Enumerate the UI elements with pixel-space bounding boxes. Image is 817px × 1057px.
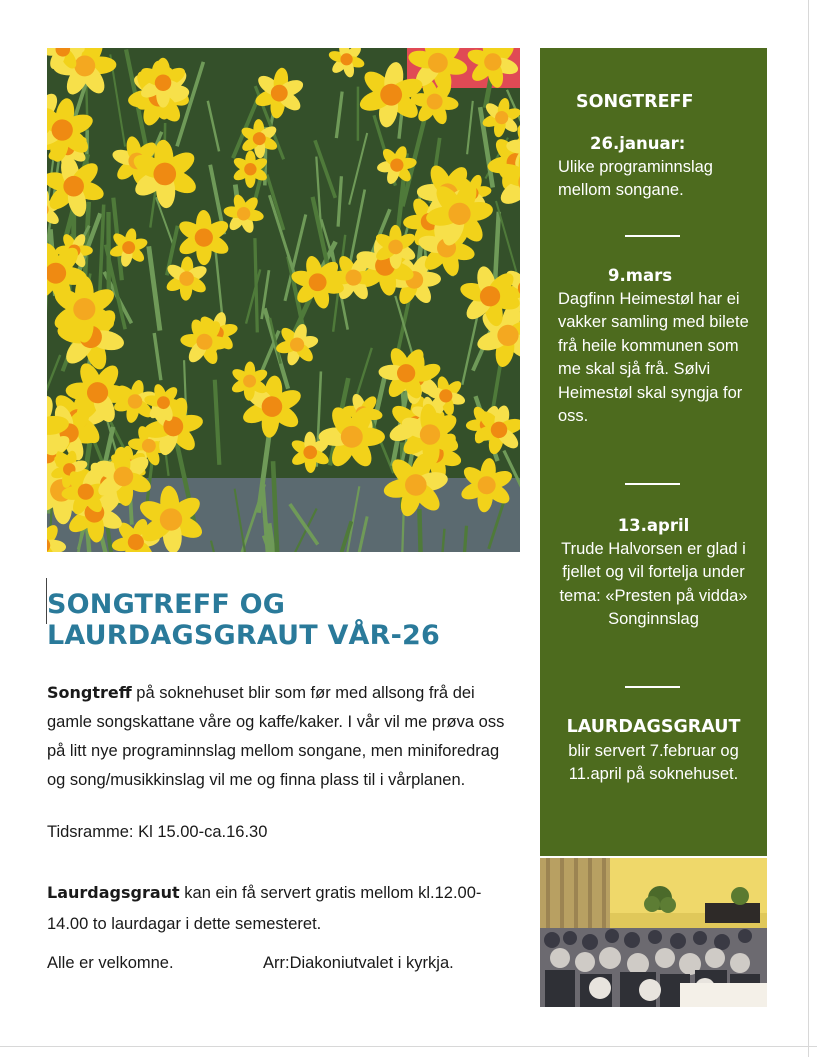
graut-block bbox=[544, 716, 763, 787]
divider bbox=[625, 483, 680, 485]
graut-text: blir servert 7.februar og 11.april på soknehuset. bbox=[568, 741, 739, 783]
title-line: LAURDAGSGRAUT VÅR-26 bbox=[47, 620, 441, 651]
page-edge bbox=[808, 0, 809, 1057]
event-sidebar bbox=[540, 48, 767, 856]
sidebar-heading: SONGTREFF bbox=[576, 92, 694, 112]
event-text: Songinnslag bbox=[608, 610, 699, 628]
time-frame: Tidsramme: Kl 15.00-ca.16.30 bbox=[47, 823, 268, 841]
welcome-text: Alle er velkomne. bbox=[47, 954, 174, 972]
songtreff-bold-word: Songtreff bbox=[47, 683, 132, 702]
event-block bbox=[558, 264, 763, 429]
event-date: 13.april bbox=[617, 516, 690, 535]
gathering-photo bbox=[540, 858, 767, 1007]
songtreff-paragraph bbox=[47, 678, 517, 795]
page-title bbox=[47, 589, 517, 651]
organizer-text: Arr:Diakoniutvalet i kyrkja. bbox=[263, 954, 454, 972]
event-date: 26.januar: bbox=[590, 134, 686, 153]
event-text: Ulike programinnslag mellom songane. bbox=[558, 157, 713, 199]
laurdagsgraut-paragraph bbox=[47, 877, 517, 940]
title-line: SONGTREFF OG bbox=[47, 589, 286, 620]
songtreff-description: på soknehuset blir som før med allsong frå dei gamle songskattane våre og kaffe/kaker. I vår vil me prøva oss på litt nye programinnslag mellom songane, men miniforedrag og song/musikkinslag vil me og finna plass til i vårplanen. bbox=[47, 684, 505, 789]
divider bbox=[625, 235, 680, 237]
laurdagsgraut-description: kan ein få servert gratis mellom kl.12.00-14.00 to laurdagar i dette semesteret. bbox=[47, 884, 482, 933]
daffodil-photo bbox=[47, 48, 520, 552]
event-block bbox=[558, 132, 758, 203]
event-text: Trude Halvorsen er glad i fjellet og vil fortelja under tema: «Presten på vidda» bbox=[559, 539, 748, 605]
graut-heading: LAURDAGSGRAUT bbox=[566, 717, 741, 737]
page-edge bbox=[0, 1046, 817, 1047]
event-block bbox=[544, 514, 763, 632]
laurdagsgraut-bold-word: Laurdagsgraut bbox=[47, 883, 180, 902]
footer-line bbox=[47, 952, 517, 974]
event-text: Dagfinn Heimestøl har ei vakker samling med bilete frå heile kommunen som me skal sjå frå. Sølvi Heimestøl skal syngja for oss. bbox=[558, 289, 749, 425]
event-date: 9.mars bbox=[608, 266, 673, 285]
divider bbox=[625, 686, 680, 688]
